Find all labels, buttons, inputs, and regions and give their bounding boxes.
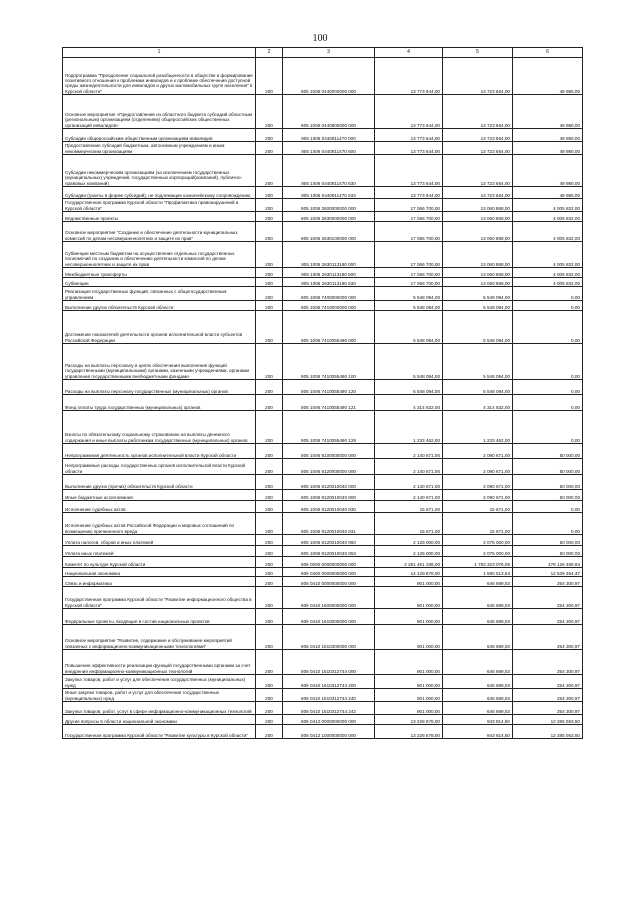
row-value-executed: 2 090 671,00 (443, 490, 513, 501)
table-row (63, 278, 583, 287)
row-value-executed: 646 699,03 (443, 689, 513, 702)
table-row (63, 411, 583, 444)
row-code-200: 200 (256, 411, 283, 444)
row-budget-code: 805 1006 8120000000 000 (283, 459, 375, 475)
row-budget-code: 805 1006 7410055490 120 (283, 380, 375, 395)
table-row (63, 513, 583, 535)
row-value-remaining: 12 539 364,47 (513, 568, 583, 577)
row-value-approved: 2 125 000,00 (375, 546, 443, 557)
row-budget-code: 805 1006 0440000000 000 (283, 58, 375, 95)
table-row (63, 444, 583, 459)
row-value-approved: 17 066 700,00 (375, 268, 443, 278)
row-value-remaining: 50 000,00 (513, 535, 583, 546)
row-name: Фонд оплаты труда государственных (муниципальных) органов (63, 395, 256, 411)
row-value-executed: 13 060 868,00 (443, 278, 513, 287)
col-header: 5 (443, 48, 513, 58)
row-value-executed: 5 548 094,00 (443, 311, 513, 344)
row-name: Национальная экономика (63, 568, 256, 577)
row-value-remaining: 49 980,00 (513, 187, 583, 199)
row-code-200: 200 (256, 222, 283, 242)
row-value-remaining: 4 005 832,00 (513, 268, 583, 278)
row-value-approved: 17 066 700,00 (375, 242, 443, 268)
row-value-approved: 901 000,00 (375, 587, 443, 609)
row-value-remaining: 0,00 (513, 501, 583, 513)
row-value-remaining: 0,00 (513, 395, 583, 411)
row-budget-code: 806 0410 0000000000 000 (283, 577, 375, 587)
row-value-approved: 4 314 632,00 (375, 395, 443, 411)
col-header: 6 (513, 48, 583, 58)
row-code-200: 200 (256, 568, 283, 577)
row-name: Выполнение других обязательств Курской области (63, 301, 256, 311)
row-code-200: 200 (256, 155, 283, 187)
col-header: 1 (63, 48, 256, 58)
row-code-200: 200 (256, 587, 283, 609)
table-row (63, 650, 583, 675)
row-code-200: 200 (256, 142, 283, 155)
table-row (63, 199, 583, 212)
col-header: 2 (256, 48, 283, 58)
row-value-remaining: 49 980,00 (513, 95, 583, 129)
row-code-200: 200 (256, 513, 283, 535)
table-row (63, 380, 583, 395)
row-budget-code: 805 1006 2600000000 000 (283, 199, 375, 212)
row-value-remaining: 50 000,00 (513, 444, 583, 459)
row-value-remaining: 49 980,00 (513, 142, 583, 155)
row-value-approved: 901 000,00 (375, 650, 443, 675)
row-budget-code: 805 1006 2630100000 000 (283, 222, 375, 242)
row-value-executed: 13 060 868,00 (443, 242, 513, 268)
row-code-200: 200 (256, 58, 283, 95)
row-code-200: 200 (256, 242, 283, 268)
row-code-200: 200 (256, 675, 283, 689)
row-value-approved: 2 140 671,00 (375, 444, 443, 459)
row-value-executed: 13 723 664,00 (443, 129, 513, 142)
row-name: Межбюджетные трансферты (63, 268, 256, 278)
row-value-approved: 1 233 462,00 (375, 411, 443, 444)
row-name: Ведомственные проекты (63, 212, 256, 222)
row-budget-code: 805 1006 8120010040 831 (283, 513, 375, 535)
table-row (63, 675, 583, 689)
page-number: 100 (312, 33, 328, 44)
row-budget-code: 805 1006 0440811470 000 (283, 129, 375, 142)
row-name: Иные бюджетные ассигнования (63, 490, 256, 501)
row-value-approved: 13 228 678,00 (375, 715, 443, 725)
row-value-approved: 2 261 451 336,00 (375, 557, 443, 568)
table-row (63, 142, 583, 155)
table-row (63, 587, 583, 609)
row-code-200: 200 (256, 199, 283, 212)
row-value-approved: 5 548 094,00 (375, 344, 443, 380)
table-row (63, 577, 583, 587)
row-value-approved: 901 000,00 (375, 609, 443, 625)
row-name: Другие вопросы в области национальной экономики (63, 715, 256, 725)
row-value-remaining: 0,00 (513, 513, 583, 535)
row-code-200: 200 (256, 278, 283, 287)
row-value-remaining: 0,00 (513, 311, 583, 344)
row-value-remaining: 4 005 832,00 (513, 278, 583, 287)
row-value-remaining: 0,00 (513, 411, 583, 444)
row-value-remaining: 49 980,00 (513, 58, 583, 95)
row-value-approved: 17 066 700,00 (375, 278, 443, 287)
row-value-approved: 901 000,00 (375, 625, 443, 650)
table-row (63, 625, 583, 650)
row-value-approved: 17 066 700,00 (375, 212, 443, 222)
row-code-200: 200 (256, 287, 283, 301)
row-value-executed: 13 060 868,00 (443, 212, 513, 222)
table-row (63, 311, 583, 344)
row-value-executed: 2 075 000,00 (443, 535, 513, 546)
row-value-approved: 2 140 671,00 (375, 459, 443, 475)
row-budget-code: 805 1006 0440811470 630 (283, 155, 375, 187)
row-value-executed: 15 671,00 (443, 513, 513, 535)
row-name: Повышение эффективности реализации функций государственными органами за счет внедрения информационно-коммуникационных технологий (63, 650, 256, 675)
row-value-remaining: 50 000,00 (513, 546, 583, 557)
row-value-approved: 5 548 094,00 (375, 311, 443, 344)
row-value-executed: 13 723 664,00 (443, 187, 513, 199)
row-name: Уплата иных платежей (63, 546, 256, 557)
table-row (63, 212, 583, 222)
row-name: Государственная программа Курской области "Развитие информационного общества в Курской области" (63, 587, 256, 609)
row-code-200: 200 (256, 475, 283, 490)
row-code-200: 200 (256, 268, 283, 278)
row-name: Подпрограмма "Преодоление социальной разобщенности в обществе и формирование позитивного отношения к проблемам инвалидов и к проблеме обеспечения доступной среды жизнедеятельности для инвалидов и других маломобильных групп населения" в Курской области" (63, 58, 256, 95)
row-budget-code: 805 1006 2630000000 000 (283, 212, 375, 222)
row-value-remaining: 254 300,97 (513, 587, 583, 609)
row-value-remaining: 12 285 063,50 (513, 715, 583, 725)
row-value-approved: 2 140 671,00 (375, 490, 443, 501)
row-value-approved: 17 066 700,00 (375, 199, 443, 212)
row-value-approved: 13 773 644,00 (375, 187, 443, 199)
row-value-remaining: 254 300,97 (513, 577, 583, 587)
table-row (63, 459, 583, 475)
row-value-approved: 15 671,00 (375, 513, 443, 535)
table-row (63, 725, 583, 739)
row-value-remaining: 254 300,97 (513, 650, 583, 675)
table-row (63, 715, 583, 725)
row-name: Субсидии (гранты в форме субсидий), не подлежащие казначейскому сопровождению (63, 187, 256, 199)
row-value-executed: 2 090 671,00 (443, 475, 513, 490)
row-value-remaining: 12 285 063,50 (513, 725, 583, 739)
row-code-200: 200 (256, 311, 283, 344)
row-value-remaining: 254 300,97 (513, 609, 583, 625)
row-value-remaining: 49 980,00 (513, 155, 583, 187)
table-row (63, 490, 583, 501)
row-name: Субвенции местным бюджетам на осуществление отдельных государственных полномочий по созданию и обеспечению деятельности комиссий по делам несовершеннолетних и защите их прав (63, 242, 256, 268)
row-value-executed: 13 723 664,00 (443, 155, 513, 187)
row-value-approved: 13 773 644,00 (375, 58, 443, 95)
row-value-executed: 15 671,00 (443, 501, 513, 513)
row-code-200: 200 (256, 702, 283, 715)
row-value-executed: 2 090 671,00 (443, 444, 513, 459)
row-value-executed: 5 548 094,00 (443, 344, 513, 380)
row-code-200: 200 (256, 459, 283, 475)
row-code-200: 200 (256, 301, 283, 311)
table-row (63, 702, 583, 715)
table-row (63, 395, 583, 411)
row-value-remaining: 4 005 832,00 (513, 222, 583, 242)
row-value-approved: 13 773 644,00 (375, 95, 443, 129)
row-value-approved: 901 000,00 (375, 689, 443, 702)
row-name: Исполнение судебных актов (63, 501, 256, 513)
row-value-remaining: 254 300,97 (513, 625, 583, 650)
row-value-remaining: 49 980,00 (513, 129, 583, 142)
header-row (63, 48, 583, 58)
row-name: Исполнение судебных актов Российской Федерации и мировых соглашений по возмещению причиненного вреда (63, 513, 256, 535)
row-budget-code: 805 1006 8120010040 853 (283, 546, 375, 557)
row-value-executed: 13 723 664,00 (443, 58, 513, 95)
row-budget-code: 806 0412 1000000000 000 (283, 725, 375, 739)
row-code-200: 200 (256, 689, 283, 702)
row-value-executed: 646 699,03 (443, 577, 513, 587)
row-name: Достижение показателей деятельности органов исполнительной власти субъектов Российской Федерации (63, 311, 256, 344)
row-budget-code: 805 1006 7410055490 129 (283, 411, 375, 444)
row-value-approved: 2 140 671,00 (375, 475, 443, 490)
row-budget-code: 805 1006 0440811470 633 (283, 187, 375, 199)
row-value-executed: 13 060 868,00 (443, 222, 513, 242)
row-code-200: 200 (256, 501, 283, 513)
row-code-200: 200 (256, 546, 283, 557)
row-value-approved: 15 671,00 (375, 501, 443, 513)
col-header: 4 (375, 48, 443, 58)
row-budget-code: 805 1006 8120010040 830 (283, 501, 375, 513)
row-name: Основное мероприятие «Предоставление из областного бюджета субсидий областным (региональным) организациям (отделениям) общероссийских общественных организаций инвалидов» (63, 95, 256, 129)
row-budget-code: 806 0410 1600000000 000 (283, 587, 375, 609)
row-name: Связь и информатика (63, 577, 256, 587)
row-budget-code: 806 0410 1610312744 240 (283, 689, 375, 702)
row-name: Расходы на выплаты персоналу в целях обеспечения выполнения функций государственными (муниципальными) органами, казенными учреждениями, органами управления государственными внебюджетными фондами (63, 344, 256, 380)
table-row (63, 95, 583, 129)
row-name: Комитет по культуре Курской области (63, 557, 256, 568)
table-row (63, 546, 583, 557)
row-value-remaining: 0,00 (513, 380, 583, 395)
row-budget-code: 805 1006 7400000000 000 (283, 287, 375, 301)
row-value-remaining: 254 300,97 (513, 702, 583, 715)
row-budget-code: 806 0410 1610312744 000 (283, 650, 375, 675)
table-row (63, 557, 583, 568)
row-value-approved: 901 000,00 (375, 675, 443, 689)
row-name: Субсидии общероссийским общественным организациям инвалидов (63, 129, 256, 142)
row-value-executed: 13 060 868,00 (443, 268, 513, 278)
row-name: Субсидии некоммерческим организациям (за исключением государственных (муниципальных) учреждений, государственных корпораций(компаний), публично-правовых компаний) (63, 155, 256, 187)
table-row (63, 58, 583, 95)
row-value-executed: 13 723 664,00 (443, 142, 513, 155)
row-budget-code: 805 1006 7410055490 100 (283, 344, 375, 380)
row-value-approved: 5 548 094,00 (375, 301, 443, 311)
row-budget-code: 806 0400 0000000000 000 (283, 568, 375, 577)
row-budget-code: 805 1006 0440811470 600 (283, 142, 375, 155)
row-budget-code: 805 1006 2630113180 000 (283, 242, 375, 268)
row-value-executed: 5 548 094,00 (443, 380, 513, 395)
row-name: Иные закупки товаров, работ и услуг для обеспечения государственных (муниципальных) нужд (63, 689, 256, 702)
col-header: 3 (283, 48, 375, 58)
row-value-executed: 646 699,03 (443, 702, 513, 715)
row-value-executed: 4 314 632,00 (443, 395, 513, 411)
row-name: Взносы по обязательному социальному страхованию на выплаты денежного содержания и иные выплаты работникам государственных (муниципальных) органов (63, 411, 256, 444)
row-value-approved: 2 125 000,00 (375, 535, 443, 546)
row-code-200: 200 (256, 625, 283, 650)
row-value-remaining: 50 000,00 (513, 475, 583, 490)
row-value-executed: 2 075 000,00 (443, 546, 513, 557)
row-budget-code: 806 0410 1610312744 242 (283, 702, 375, 715)
row-value-executed: 1 590 513,53 (443, 568, 513, 577)
table-row (63, 344, 583, 380)
row-code-200: 200 (256, 344, 283, 380)
row-code-200: 200 (256, 95, 283, 129)
row-value-approved: 901 000,00 (375, 577, 443, 587)
table-row (63, 501, 583, 513)
row-name: Государственная программа Курской области "Развитие культуры в Курской области" (63, 725, 256, 739)
row-name: Расходы на выплаты персоналу государственных (муниципальных) органов (63, 380, 256, 395)
row-value-approved: 17 066 700,00 (375, 222, 443, 242)
row-value-executed: 646 699,03 (443, 625, 513, 650)
row-value-remaining: 4 005 832,00 (513, 242, 583, 268)
row-budget-code: 806 0000 0000000000 000 (283, 557, 375, 568)
row-name: Субвенции (63, 278, 256, 287)
row-budget-code: 805 1006 2630113180 500 (283, 268, 375, 278)
row-value-executed: 5 548 094,00 (443, 287, 513, 301)
row-value-remaining: 0,00 (513, 344, 583, 380)
row-name: Основное мероприятие "Развитие, содержание и обслуживание мероприятий связанных с информационно-коммуникационными технологиями" (63, 625, 256, 650)
row-name: Закупка товаров, работ и услуг для обеспечения государственных (муниципальных) нужд (63, 675, 256, 689)
budget-table (62, 47, 583, 739)
row-code-200: 200 (256, 609, 283, 625)
row-code-200: 200 (256, 650, 283, 675)
row-code-200: 200 (256, 212, 283, 222)
table-row (63, 689, 583, 702)
row-budget-code: 805 1006 8100000000 000 (283, 444, 375, 459)
row-value-executed: 5 548 094,00 (443, 301, 513, 311)
row-budget-code: 805 1006 7410000000 000 (283, 301, 375, 311)
table-row (63, 268, 583, 278)
row-budget-code: 805 1006 2630113180 530 (283, 278, 375, 287)
row-value-remaining: 4 005 832,00 (513, 212, 583, 222)
row-name: Уплата налогов, сборов и иных платежей (63, 535, 256, 546)
row-code-200: 200 (256, 490, 283, 501)
row-value-executed: 1 783 323 076,06 (443, 557, 513, 568)
row-budget-code: 805 1006 7410055490 000 (283, 311, 375, 344)
table-row (63, 287, 583, 301)
table-row (63, 609, 583, 625)
row-name: Федеральные проекты, входящие в состав национальных проектов (63, 609, 256, 625)
row-code-200: 200 (256, 535, 283, 546)
row-code-200: 200 (256, 725, 283, 739)
row-name: Реализация государственных функций, связанных с общегосударственным управлением (63, 287, 256, 301)
row-code-200: 200 (256, 577, 283, 587)
row-value-remaining: 254 300,97 (513, 689, 583, 702)
row-value-approved: 901 000,00 (375, 702, 443, 715)
table-row (63, 242, 583, 268)
row-value-approved: 13 773 644,00 (375, 129, 443, 142)
row-value-approved: 5 548 094,00 (375, 287, 443, 301)
row-value-remaining: 50 000,00 (513, 459, 583, 475)
row-code-200: 200 (256, 444, 283, 459)
row-value-executed: 646 699,03 (443, 587, 513, 609)
row-budget-code: 806 0410 1610000000 000 (283, 609, 375, 625)
row-budget-code: 806 0410 1610312744 200 (283, 675, 375, 689)
row-code-200: 200 (256, 129, 283, 142)
row-value-executed: 646 699,03 (443, 650, 513, 675)
row-value-executed: 646 699,03 (443, 609, 513, 625)
row-code-200: 200 (256, 380, 283, 395)
table-row (63, 187, 583, 199)
row-code-200: 200 (256, 395, 283, 411)
table-row (63, 475, 583, 490)
row-budget-code: 805 1006 0440800000 000 (283, 95, 375, 129)
row-value-executed: 13 060 868,00 (443, 199, 513, 212)
row-name: Непрограммные расходы государственных органов исполнительной власти Курской области (63, 459, 256, 475)
row-name: Закупка товаров, работ, услуг в сфере информационно-коммуникационных технологий (63, 702, 256, 715)
row-value-approved: 13 773 644,00 (375, 155, 443, 187)
row-name: Непрограммная деятельность органов исполнительной власти Курской области (63, 444, 256, 459)
row-value-remaining: 254 300,97 (513, 675, 583, 689)
row-value-executed: 943 814,50 (443, 715, 513, 725)
row-value-approved: 13 228 678,00 (375, 725, 443, 739)
row-name: Предоставление субсидий бюджетным, автономным учреждениям и иным некоммерческим организациям (63, 142, 256, 155)
row-value-approved: 5 548 094,00 (375, 380, 443, 395)
table-row (63, 568, 583, 577)
row-budget-code: 805 1006 8120010040 850 (283, 535, 375, 546)
table-row (63, 301, 583, 311)
row-budget-code: 805 1006 7410055490 121 (283, 395, 375, 411)
row-code-200: 200 (256, 187, 283, 199)
table-row (63, 535, 583, 546)
row-value-executed: 13 723 664,00 (443, 95, 513, 129)
row-value-remaining: 0,00 (513, 287, 583, 301)
row-budget-code: 806 0412 0000000000 000 (283, 715, 375, 725)
table-row (63, 222, 583, 242)
row-value-executed: 646 699,03 (443, 675, 513, 689)
row-value-approved: 14 129 678,00 (375, 568, 443, 577)
row-value-remaining: 4 005 832,00 (513, 199, 583, 212)
row-code-200: 200 (256, 557, 283, 568)
row-value-executed: 943 814,50 (443, 725, 513, 739)
row-value-remaining: 478 128 459,94 (513, 557, 583, 568)
row-name: Основное мероприятие "Создание и обеспечение деятельности муниципальных комиссий по делам несовершеннолетних и защите их прав" (63, 222, 256, 242)
row-code-200: 200 (256, 715, 283, 725)
row-value-approved: 13 773 644,00 (375, 142, 443, 155)
row-value-remaining: 50 000,00 (513, 490, 583, 501)
table-row (63, 155, 583, 187)
row-value-remaining: 0,00 (513, 301, 583, 311)
row-value-executed: 2 090 671,00 (443, 459, 513, 475)
table-row (63, 129, 583, 142)
row-budget-code: 805 1006 8120010040 800 (283, 490, 375, 501)
row-budget-code: 806 0410 1610300000 000 (283, 625, 375, 650)
row-value-executed: 1 233 462,00 (443, 411, 513, 444)
row-name: Государственная программа Курской области "Профилактика правонарушений в Курской области" (63, 199, 256, 212)
row-name: Выполнение других (прочих) обязательств Курской области (63, 475, 256, 490)
row-budget-code: 805 1006 8120010040 000 (283, 475, 375, 490)
